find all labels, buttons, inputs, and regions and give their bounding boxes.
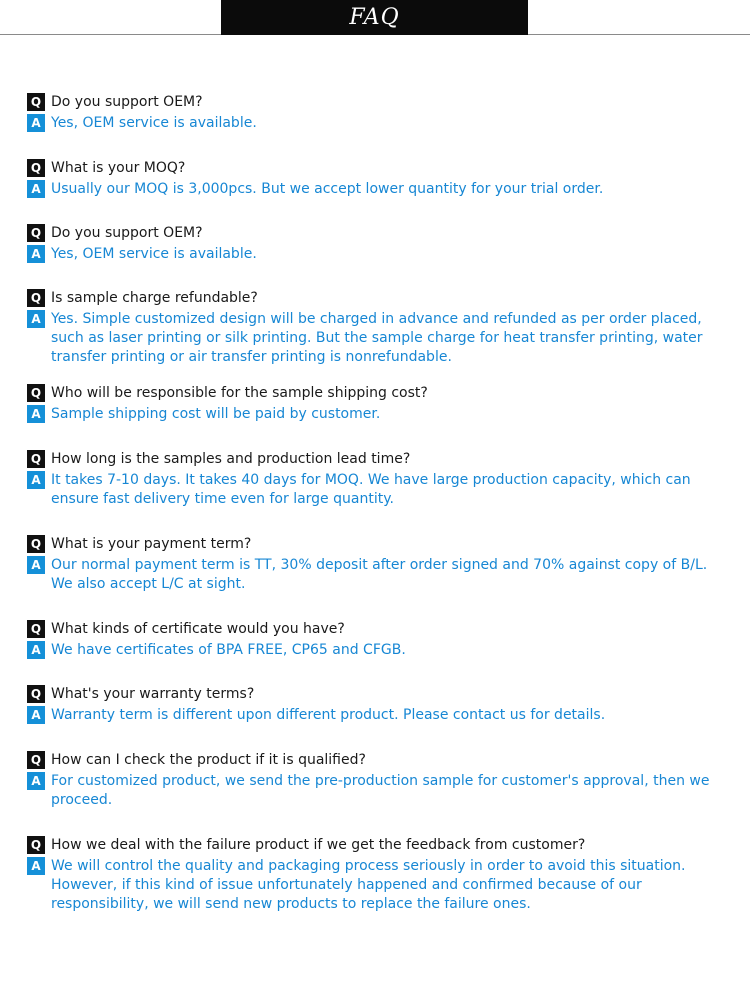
header-banner <box>221 0 528 35</box>
question-text: What kinds of certificate would you have? <box>51 621 345 637</box>
question-text: Do you support OEM? <box>51 94 203 110</box>
question-text: Do you support OEM? <box>51 225 203 241</box>
question-icon: Q <box>27 289 45 307</box>
answer-icon: A <box>27 641 45 659</box>
question-icon: Q <box>27 384 45 402</box>
faq-item <box>27 685 727 725</box>
question-text: How can I check the product if it is qualified? <box>51 752 366 768</box>
answer-text: Yes. Simple customized design will be charged in advance and refunded as per order placed, such as laser printing or silk printing. But the sample charge for heat transfer printing, water transfer printing or air transfer printing is nonrefundable. <box>51 311 703 365</box>
question-icon: Q <box>27 685 45 703</box>
faq-item <box>27 289 727 367</box>
faq-item <box>27 751 727 810</box>
faq-item <box>27 450 727 509</box>
answer-text: Sample shipping cost will be paid by customer. <box>51 406 381 422</box>
answer-icon: A <box>27 706 45 724</box>
question-text: What's your warranty terms? <box>51 686 255 702</box>
answer-icon: A <box>27 772 45 790</box>
answer-text: Warranty term is different upon different product. Please contact us for details. <box>51 707 606 723</box>
answer-text: Our normal payment term is TT, 30% deposit after order signed and 70% against copy of B/L. We also accept L/C at sight. <box>51 557 708 592</box>
question-icon: Q <box>27 620 45 638</box>
answer-text: For customized product, we send the pre-production sample for customer's approval, then we proceed. <box>51 773 710 808</box>
answer-text: It takes 7-10 days. It takes 40 days for MOQ. We have large production capacity, which can ensure fast delivery time even for large quantity. <box>51 472 691 507</box>
answer-text: We will control the quality and packaging process seriously in order to avoid this situation. However, if this kind of issue unfortunately happened and confirmed because of our responsibility, we will send new products to replace the failure ones. <box>51 858 686 912</box>
faq-item <box>27 535 727 594</box>
answer-icon: A <box>27 310 45 328</box>
answer-icon: A <box>27 405 45 423</box>
question-icon: Q <box>27 751 45 769</box>
answer-icon: A <box>27 180 45 198</box>
question-icon: Q <box>27 836 45 854</box>
question-text: What is your payment term? <box>51 536 252 552</box>
question-icon: Q <box>27 159 45 177</box>
question-text: What is your MOQ? <box>51 160 186 176</box>
question-icon: Q <box>27 450 45 468</box>
question-text: Is sample charge refundable? <box>51 290 258 306</box>
question-icon: Q <box>27 224 45 242</box>
answer-icon: A <box>27 471 45 489</box>
page-title: FAQ <box>349 5 400 30</box>
answer-icon: A <box>27 114 45 132</box>
answer-icon: A <box>27 857 45 875</box>
question-text: How we deal with the failure product if we get the feedback from customer? <box>51 837 586 853</box>
answer-icon: A <box>27 556 45 574</box>
faq-item <box>27 836 727 914</box>
answer-text: Yes, OEM service is available. <box>51 115 257 131</box>
faq-item <box>27 159 727 199</box>
answer-text: We have certificates of BPA FREE, CP65 and CFGB. <box>51 642 406 658</box>
faq-item <box>27 93 727 133</box>
faq-item <box>27 620 727 660</box>
question-text: Who will be responsible for the sample shipping cost? <box>51 385 428 401</box>
answer-text: Usually our MOQ is 3,000pcs. But we accept lower quantity for your trial order. <box>51 181 604 197</box>
question-icon: Q <box>27 93 45 111</box>
faq-item <box>27 384 727 424</box>
answer-text: Yes, OEM service is available. <box>51 246 257 262</box>
question-text: How long is the samples and production lead time? <box>51 451 411 467</box>
faq-item <box>27 224 727 264</box>
answer-icon: A <box>27 245 45 263</box>
question-icon: Q <box>27 535 45 553</box>
